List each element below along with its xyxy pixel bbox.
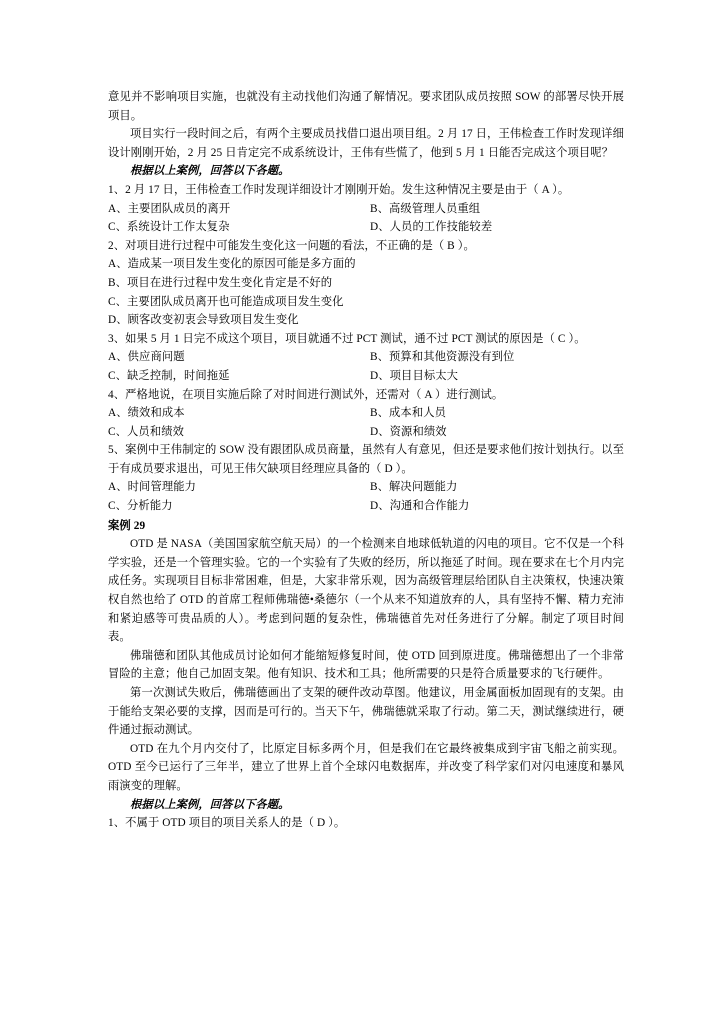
option-a: A、供应商问题 [108,351,185,364]
case-heading: 案例 29 [108,519,146,532]
case-paragraph-1: OTD 是 NASA（美国国家航空航天局）的一个检测来自地球低轨道的闪电的项目。它不仅是一个科学实验，还是一个管理实验。它的一个实验有了失败的经历，所以拖延了时间。现在要求在七个月内完成任务。实现项目目标非常困难，但是，大家非常乐观，因为高级管理层给团队自主决策权，快速决策权自然也给了 OTD 的首席工程师佛瑞德•桑德尔（一个从来不知道放弃的人，具有坚持不懈、精力充沛和紧迫感等可贵品质的人）。考虑到问题的复杂性，佛瑞德首先对任务进行了分解。制定了项目时间表。 [108,538,624,644]
document-body [108,88,624,833]
question-4-stem: 4、严格地说，在项目实施后除了对时间进行测试外，还需对（ A ）进行测试。 [108,388,504,401]
question-1-options-row-2 [108,218,624,237]
option-b: B、解决问题能力 [370,481,458,494]
option-c: C、人员和绩效 [108,425,185,438]
option-d: D、项目目标太大 [370,369,459,382]
question-2-option-c: C、主要团队成员离开也可能造成项目发生变化 [108,295,344,308]
question-5-options-row-1 [108,478,624,497]
question-4-options-row-2 [108,423,624,442]
question-2-option-d: D、顾客改变初衷会导致项目发生变化 [108,314,299,327]
case-paragraph-2: 佛瑞德和团队其他成员讨论如何才能缩短修复时间，使 OTD 回到原进度。佛瑞德想出了一个非常冒险的主意；他自己加固支架。他有知识、技术和工具；他所需要的只是符合质量要求的飞行硬件。 [108,649,624,681]
question-3-options-row-1 [108,348,624,367]
question-2-option-b: B、项目在进行过程中发生变化肯定是不好的 [108,276,333,289]
question-3-options-row-2 [108,367,624,386]
instruction-text-1: 根据以上案例，回答以下各题。 [130,165,290,178]
option-b: B、高级管理人员重组 [370,202,481,215]
option-b: B、成本和人员 [370,407,447,420]
paragraph-intro-1: 意见并不影响项目实施，也就没有主动找他们沟通了解情况。要求团队成员按照 SOW 的部署尽快开展项目。 [108,91,624,122]
question-2-stem: 2、对项目进行过程中可能发生变化这一问题的看法，不正确的是（ B ）。 [108,239,475,252]
option-c: C、缺乏控制，时间拖延 [108,369,230,382]
option-b: B、预算和其他资源没有到位 [370,351,515,364]
instruction-text-2: 根据以上案例，回答以下各题。 [130,798,290,811]
option-a: A、时间管理能力 [108,481,197,494]
question-3-stem: 3、如果 5 月 1 日完不成这个项目，项目就通不过 PCT 测试，通不过 PCT 测试的原因是（ C ）。 [108,332,586,345]
question-4-options-row-1 [108,404,624,423]
question-1-options-row-1 [108,200,624,219]
case-paragraph-4: OTD 在九个月内交付了，比原定目标多两个月，但是我们在它最终被集成到宇宙飞船之前实现。OTD 至今已运行了三年半，建立了世界上首个全球闪电数据库，并改变了科学家们对闪电速度和暴风雨演变的理解。 [108,742,624,792]
option-d: D、沟通和合作能力 [370,500,470,513]
question-5-stem: 5、案例中王伟制定的 SOW 没有跟团队成员商量，虽然有人有意见，但还是要求他们按计划执行。以至于有成员要求退出，可见王伟欠缺项目经理应具备的（ D ）。 [108,444,624,475]
case-paragraph-3: 第一次测试失败后，佛瑞德画出了支架的硬件改动草图。他建议，用金属面板加固现有的支架。由于能给支架必要的支撑，因而是可行的。当天下午，佛瑞德就采取了行动。第二天，测试继续进行，硬件通过振动测试。 [108,687,624,737]
question-2-option-a: A、造成某一项目发生变化的原因可能是多方面的 [108,258,356,271]
option-d: D、资源和绩效 [370,425,447,438]
option-a: A、绩效和成本 [108,407,185,420]
question-1-stem: 1、2 月 17 日，王伟检查工作时发现详细设计才刚刚开始。发生这种情况主要是由于（ A ）。 [108,183,570,196]
question-6-stem: 1、不属于 OTD 项目的项目关系人的是（ D ）。 [108,817,346,830]
paragraph-intro-2: 项目实行一段时间之后，有两个主要成员找借口退出项目组。2 月 17 日，王伟检查工作时发现详细设计刚刚开始，2 月 25 日肯定完不成系统设计，王伟有些慌了，他到 5 月 1 日能否完成这个项目呢？ [108,128,624,159]
question-5-options-row-2 [108,497,624,516]
option-a: A、主要团队成员的离开 [108,202,231,215]
option-c: C、分析能力 [108,500,173,513]
option-c: C、系统设计工作太复杂 [108,221,230,234]
option-d: D、人员的工作技能较差 [370,221,493,234]
